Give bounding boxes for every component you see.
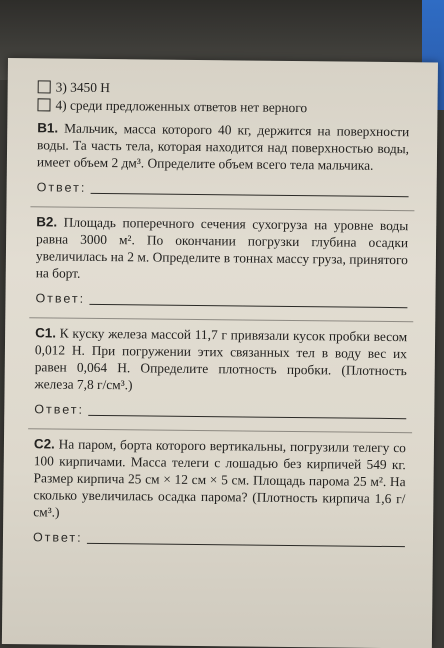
option-label: 4) среди предложенных ответов нет верного <box>55 97 308 116</box>
answer-line[interactable] <box>89 304 407 308</box>
page-content <box>33 78 410 560</box>
task-text: На паром, борта которого вертикальны, погрузили телегу со 100 кирпичами. Масса телеги с лошадью без кирпичей 549 кг. Размер кирпича 25 см × 12 см × 5 см. Площадь парома 25 м². На сколько увеличилась осадка парома? (Плотность кирпича 1,6 г/см³.) <box>33 436 407 520</box>
answer-label: Ответ: <box>35 291 86 306</box>
task-number: С1. <box>35 325 57 341</box>
answer-line[interactable] <box>87 543 405 547</box>
answer-row <box>33 529 405 550</box>
answer-label: Ответ: <box>34 402 85 417</box>
answer-label: Ответ: <box>36 180 87 195</box>
divider <box>29 317 413 322</box>
task-c1 <box>35 324 408 396</box>
task-b1 <box>37 119 410 174</box>
task-c2 <box>33 435 406 524</box>
checkbox-icon[interactable] <box>38 80 51 93</box>
answer-row <box>35 290 407 311</box>
option-label: 3) 3450 Н <box>55 79 111 96</box>
task-text: К куску железа массой 11,7 г привязали кусок пробки весом 0,012 Н. При погружении этих связанных тел в воду вес их равен 0,064 Н. Определите плотность пробки. (Плотность железа 7,8 г/см³.) <box>34 325 408 393</box>
answer-line[interactable] <box>90 193 408 197</box>
option-4[interactable] <box>37 96 409 117</box>
task-text: Площадь поперечного сечения сухогруза на уровне воды равна 3000 м². По окончании погрузки глубина осадки увеличилась на 2 м. Определите в тоннах массу груза, принятого на борт. <box>35 214 409 281</box>
divider <box>28 428 412 433</box>
answer-line[interactable] <box>88 415 406 419</box>
task-number: В1. <box>37 120 59 136</box>
answer-label: Ответ: <box>32 530 83 545</box>
task-number: С2. <box>33 436 55 452</box>
checkbox-icon[interactable] <box>37 98 50 111</box>
divider <box>30 206 414 211</box>
answer-row <box>37 179 409 200</box>
task-number: В2. <box>36 214 58 230</box>
textbook-page <box>2 58 438 648</box>
answer-row <box>34 401 406 422</box>
task-b2 <box>36 213 409 285</box>
task-text: Мальчик, масса которого 40 кг, держится на поверхности воды. Та часть тела, которая находится над поверхностью воды, имеет объем 2 дм³. Определите объем всего тела мальчика. <box>36 120 410 173</box>
